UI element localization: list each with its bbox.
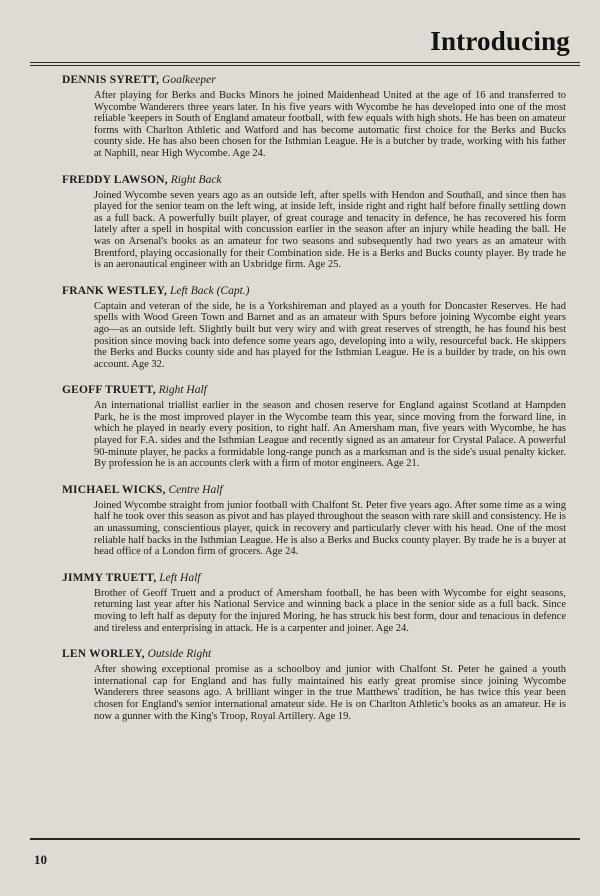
player-bio: After showing exceptional promise as a schoolboy and junior with Chalfont St. Peter he gained a youth international cap for England and has fully maintained his early great promise since joining Wycombe Wanderers three seasons ago. A brilliant winger in the true Matthews' tradition, he has twice this year been chosen for England's senior international amateur side. He is on Charlton Athletic's books as an amateur. He is now a gunner with the King's Troop, Royal Artillery. Age 19. xyxy=(94,664,566,722)
player-name: LEN WORLEY, xyxy=(62,648,145,661)
player-heading xyxy=(62,384,566,397)
player-heading xyxy=(62,648,566,661)
player-bio: After playing for Berks and Bucks Minors he joined Maidenhead United at the age of 16 and transferred to Wycombe Wanderers three years later. In his five years with Wycombe he has developed into one of the most reliable 'keepers in South of England amateur football, with few equals with high shots. He has been on amateur forms with Charlton Athletic and Watford and has become automatic first choice for the Berks and Bucks county side. He has also been chosen for the Isthmian League. He is a butcher by trade, working with his father at Naphill, near High Wycombe. Age 24. xyxy=(94,90,566,159)
player-entry xyxy=(62,384,566,470)
player-entry xyxy=(62,572,566,634)
player-entry xyxy=(62,74,566,160)
player-entry xyxy=(62,174,566,271)
player-position: Outside Right xyxy=(147,648,212,661)
player-entry xyxy=(62,484,566,558)
player-position: Goalkeeper xyxy=(162,74,216,86)
player-heading xyxy=(62,74,566,87)
player-heading xyxy=(62,572,566,585)
player-heading xyxy=(62,285,566,298)
player-name: DENNIS SYRETT, xyxy=(62,74,160,86)
page-number: 10 xyxy=(34,852,47,867)
player-name: GEOFF TRUETT, xyxy=(62,384,156,397)
player-bio: Captain and veteran of the side, he is a Yorkshireman and played as a youth for Doncaster Reserves. He had spells with Wood Green Town and Barnet and as an amateur with Spurs before joining Wycombe eight years ago—as an outside left. Slightly built but very wiry and with great reserves of strength, he has found his best position since moving back into defence some years ago, developing into a wily, resourceful back. He skippers the Berks and Bucks county side and has played for the Isthmian League. He is a builder by trade, on his own account. Age 32. xyxy=(94,300,566,370)
player-position: Right Half xyxy=(158,384,207,397)
player-entry xyxy=(62,285,566,371)
player-position: Left Back xyxy=(169,284,214,297)
page-title: Introducing xyxy=(430,26,570,56)
player-position: Right Back xyxy=(170,173,222,186)
player-name: FREDDY LAWSON, xyxy=(62,173,168,186)
player-heading xyxy=(62,174,566,187)
player-entry xyxy=(62,648,566,722)
player-bio: Brother of Geoff Truett and a product of Amersham football, he has been with Wycombe for eight seasons, returning last year after his National Service and winning back a place in the senior side as a full back. Since moving to left half as deputy for the injured Moring, he has struck his best form, dour and tenacious in defence and tireless and enterprising in attack. He is a carpenter and joiner. Age 24. xyxy=(94,587,566,634)
player-heading xyxy=(62,484,566,497)
footer-rule xyxy=(30,838,580,840)
player-bio: Joined Wycombe seven years ago as an outside left, after spells with Hendon and Southall, and since then has played for the senior team on the left wing, at inside left, inside right and right half before finally settling down as a full back. A powerfully built player, of great courage and tenacity in defence, he has recovered his form lately after a spell in hospital with concussion earlier in the season after an injury while heading the ball. He was on Arsenal's books as an amateur for two seasons and subsequently had two years as an amateur with Brentford, playing occasionally for their Combination side. He is a Berks and Bucks county player. By trade he is an aeronautical engineer with an Uxbridge firm. Age 25. xyxy=(94,189,566,271)
page-header xyxy=(30,18,580,62)
player-bio: Joined Wycombe straight from junior football with Chalfont St. Peter five years ago. After some time as a wing half he took over this season as pivot and has played throughout the season with rare skill and consistency. He is an unassuming, conscientious player, quick in recovery and particularly clever with his head. One of the most reliable half backs in the Isthmian League. He is also a Berks and Bucks county player. By trade he is a buyer at head office of a London firm of grocers. Age 24. xyxy=(94,499,567,558)
header-rule xyxy=(30,62,580,66)
player-bio: An international triallist earlier in the season and chosen reserve for England against Scotland at Hampden Park, he is the most improved player in the Wycombe team this year, since moving from the forward line, in which he played in nearly every position, to right half. An Amersham man, five years with Wycombe, he has played for F.A. sides and the Isthmian League and recently signed as an amateur for Crystal Palace. A powerful 90-minute player, he packs a formidable long-range punch as a marksman and is the side's usual penalty kicker. By profession he is an accounts clerk with a firm of motor engineers. Age 21. xyxy=(94,400,566,470)
player-name: FRANK WESTLEY, xyxy=(62,284,168,297)
player-position: Left Half xyxy=(159,571,201,584)
player-name: JIMMY TRUETT, xyxy=(62,571,157,584)
captain-marker: (Capt.) xyxy=(216,284,250,297)
player-list xyxy=(62,74,566,735)
player-name: MICHAEL WICKS, xyxy=(62,483,166,496)
player-position: Centre Half xyxy=(168,483,223,496)
